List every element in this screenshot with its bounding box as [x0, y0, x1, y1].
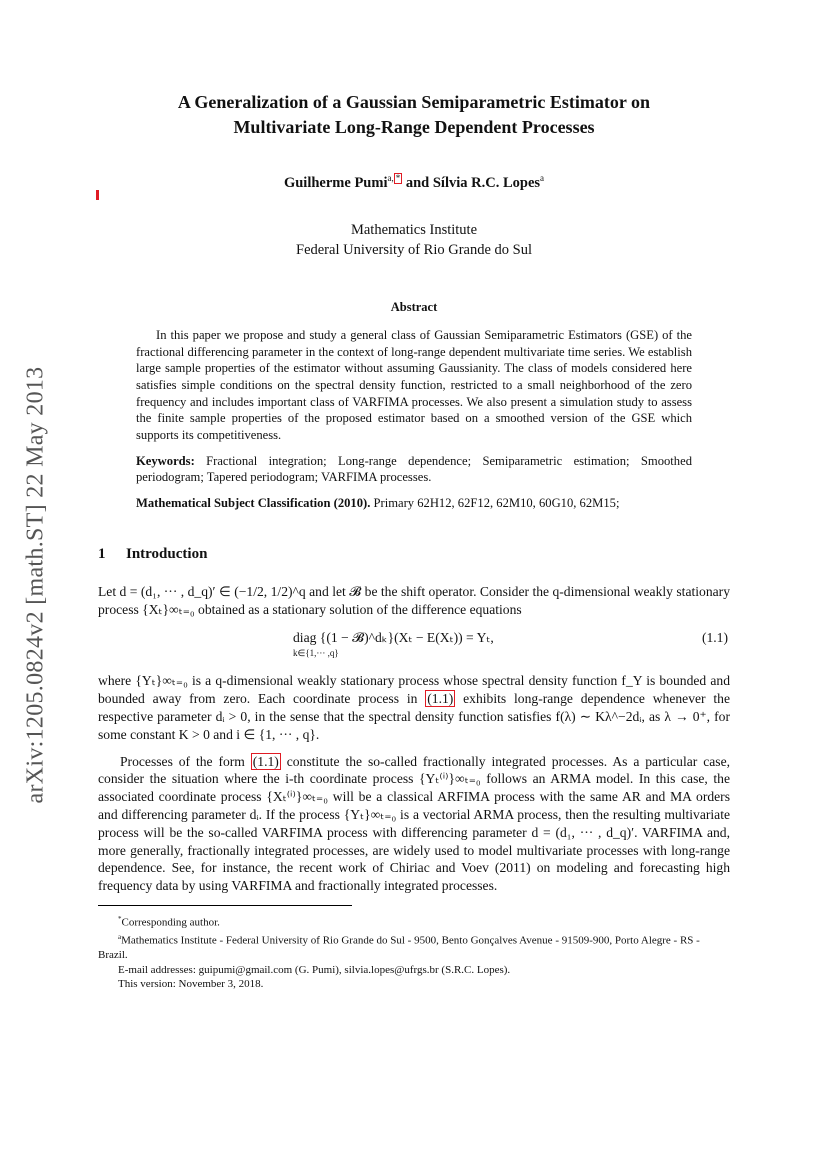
intro-paragraph-3: [98, 753, 730, 895]
title-line-1: A Generalization of a Gaussian Semiparametric Estimator on: [177, 92, 651, 112]
equation-body: diag {(1 − 𝓑)^dₖ}(Xₜ − E(Xₜ)) = Yₜ,: [293, 630, 494, 646]
equation-ref-link[interactable]: (1.1): [252, 753, 279, 769]
footnotes: [98, 912, 730, 992]
section-heading-introduction: [98, 546, 730, 563]
msc-classification: [136, 495, 692, 512]
equation-1-1: [98, 626, 730, 666]
author-pumi: Guilherme Pumi: [283, 174, 388, 191]
intro-p3-text-a: Processes of the form: [120, 753, 251, 769]
footnote-a-mark: a: [118, 933, 122, 942]
abstract-heading: Abstract: [390, 299, 438, 314]
affiliation: [98, 220, 730, 260]
abstract-text: In this paper we propose and study a general class of Gaussian Semiparametric Estimators (GSE) of the fractional differencing parameter in the context of long-range dependent multivariate time series. We establish large sample properties of the estimator without assuming Gaussianity. The class of models considered here satisfies simple conditions on the spectral density function, restricted to a small neighborhood of the zero frequency and includes important class of VARFIMA processes. We also present a simulation study to assess the finite sample properties of the proposed estimator based on a smoothed version of the GSE which supports its competitiveness.: [136, 327, 692, 443]
footnote-affiliation-text: Mathematics Institute - Federal University of Rio Grande do Sul - 9500, Bento Gonçalves Avenue - 91509-900, Porto Alegre - RS - Brazil.: [98, 934, 700, 962]
affiliation-line-1: Mathematics Institute: [350, 221, 478, 238]
author-lopes: and Sílvia R.C. Lopes: [402, 174, 541, 191]
equation-ref-link[interactable]: (1.1): [427, 691, 454, 707]
affiliation-line-2: Federal University of Rio Grande do Sul: [296, 241, 532, 258]
intro-p2-text-a: where {Yₜ}∞ₜ₌₀ is a q-dimensional weakly stationary process whose spectral density function f_Y is bounded and bounded away from zero. Each coordinate process in: [98, 673, 730, 707]
keywords-text: Fractional integration; Long-range dependence; Semiparametric estimation; Smoothed periodogram; Tapered periodogram; VARFIMA processes.: [136, 453, 692, 485]
intro-p2-text-b: exhibits long-range dependence whenever the respective parameter dᵢ > 0, in the sense that the spectral density function satisfies f(λ) ∼ Kλ^−2dᵢ, as λ → 0⁺, for some constant K > 0 and i ∈ {1, ··· , q}.: [98, 691, 731, 742]
author-list: [98, 173, 730, 192]
section-number: 1: [98, 545, 106, 562]
author2-affil-mark: a: [540, 173, 545, 183]
intro-paragraph-2: [98, 672, 730, 743]
abstract: [136, 327, 692, 512]
paper-title: [98, 90, 730, 140]
footnote-rule: [98, 905, 352, 906]
footnote-star-mark: *: [118, 915, 122, 924]
corresponding-author-link[interactable]: *: [395, 173, 401, 183]
title-line-2: Multivariate Long-Range Dependent Processes: [233, 117, 595, 137]
keywords: [136, 453, 692, 486]
author-affil-mark: a,: [387, 173, 394, 183]
intro-p3-text-b: constitute the so-called fractionally integrated processes. As a particular case, consider the situation where the i-th coordinate process {Yₜ⁽ⁱ⁾}∞ₜ₌₀ follows an ARMA model. In this case, the associated coordinate process {Xₜ⁽ⁱ⁾}∞ₜ₌₀ will be a classical ARFIMA process with the same AR and MA orders and differencing parameter dᵢ. If the process {Yₜ}∞ₜ₌₀ is a vectorial ARMA process, then the resulting multivariate process will be the so-called VARFIMA process with differencing parameter d = (d₁, ··· , d_q)′. VARFIMA and, more generally, fractionally integrated processes, are widely used to model multivariate processes with long-range dependence. See, for instance, the recent work of Chiriac and Voev (2011) on modeling and forecasting high frequency data by using VARFIMA and fractionally integrated processes.: [98, 753, 730, 894]
msc-text: Primary 62H12, 62F12, 62M10, 60G10, 62M15;: [370, 496, 620, 511]
footnote-corresponding: [98, 912, 730, 930]
msc-label: Mathematical Subject Classification (2010).: [136, 496, 371, 511]
arxiv-identifier: arXiv:1205.0824v2 [math.ST] 22 May 2013: [22, 366, 49, 804]
keywords-label: Keywords:: [136, 453, 195, 468]
equation-number: (1.1): [701, 630, 728, 646]
footnote-version: This version: November 3, 2018.: [118, 978, 264, 991]
equation-subscript: k∈{1,··· ,q}: [293, 648, 339, 659]
intro-paragraph-1: Let d = (d₁, ··· , d_q)′ ∈ (−1/2, 1/2)^q and let 𝓑 be the shift operator. Consider the q-dimensional weakly stationary process {Xₜ}∞ₜ₌₀ obtained as a stationary solution of the difference equations: [98, 583, 730, 617]
footnote-affiliation: [98, 930, 730, 963]
footnote-corresponding-text: Corresponding author.: [121, 916, 220, 929]
paper-page: [98, 90, 730, 992]
footnote-email: E-mail addresses: guipumi@gmail.com (G. Pumi), silvia.lopes@ufrgs.br (S.R.C. Lopes).: [118, 963, 511, 976]
section-title: Introduction: [126, 545, 208, 562]
